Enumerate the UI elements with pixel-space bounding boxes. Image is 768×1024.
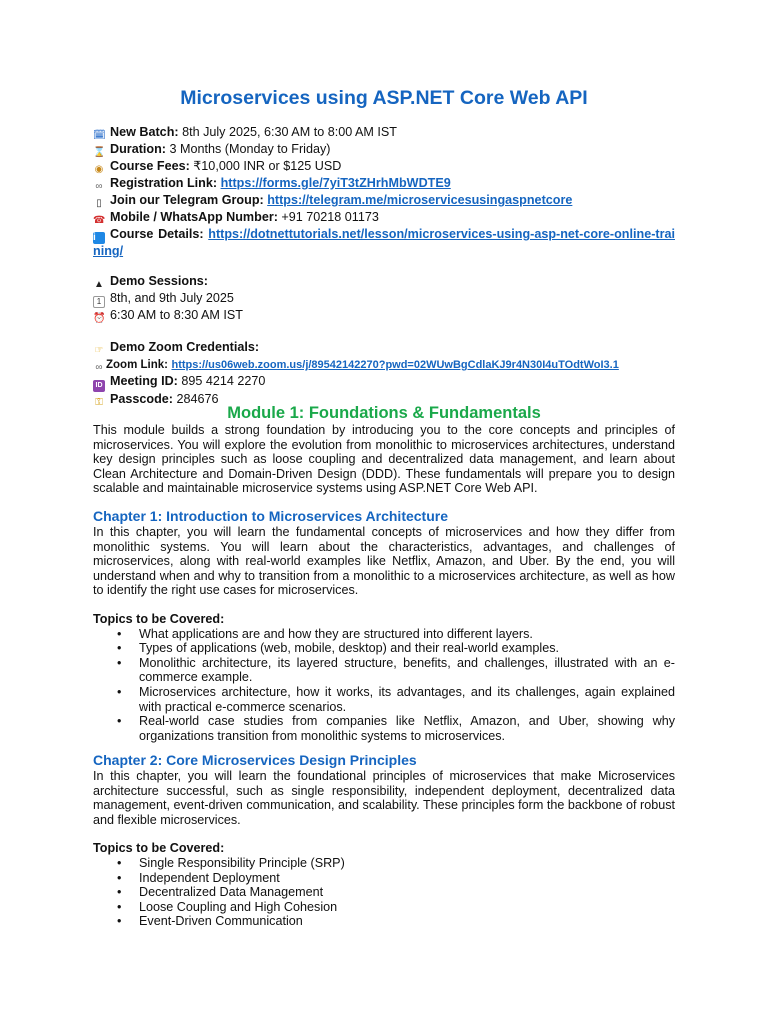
chapter2-block — [93, 752, 675, 929]
chapter1-topics-label: Topics to be Covered: — [93, 611, 225, 626]
link-icon: ∞ — [95, 361, 103, 373]
module-intro-block — [93, 423, 675, 496]
demo-time-row — [93, 308, 675, 325]
pointing-hand-icon: ☞ — [94, 344, 104, 356]
phone-icon: ▯ — [96, 198, 102, 209]
fees-value: ₹10,000 INR or $125 USD — [189, 159, 342, 173]
money-bag-icon: ◉ — [94, 164, 104, 175]
demo-dates-row — [93, 291, 675, 308]
document-title: Microservices using ASP.NET Core Web API — [180, 87, 588, 109]
duration-row — [93, 142, 675, 159]
info-icon: i — [93, 232, 105, 244]
registration-row — [93, 176, 675, 193]
chapter2-topics-list — [93, 856, 675, 929]
meeting-id-row — [93, 374, 675, 392]
demo-sessions-row — [93, 274, 675, 291]
demo-dates: 8th, and 9th July 2025 — [110, 290, 234, 305]
list-item: • Single Responsibility Principle (SRP) — [139, 856, 675, 871]
passcode-value: 284676 — [173, 391, 219, 406]
hourglass-icon: ⌛ — [93, 147, 106, 158]
course-info — [93, 125, 675, 409]
zoom-credentials-row — [93, 340, 675, 357]
telegram-link[interactable]: https://telegram.me/microservicesusingaspnetcore — [267, 193, 573, 207]
registration-label: Registration Link: — [110, 176, 218, 190]
mobile-row — [93, 210, 675, 227]
chapter1-block — [93, 508, 675, 743]
chapter1-title: Chapter 1: Introduction to Microservices Architecture — [93, 508, 448, 524]
new-batch-row — [93, 125, 675, 142]
new-batch-value: 8th July 2025, 6:30 AM to 8:00 AM IST — [178, 125, 397, 139]
key-icon: ⚿ — [95, 396, 103, 408]
registration-link[interactable]: https://forms.gle/7yiT3tZHrhMbWDTE9 — [220, 176, 451, 190]
demo-sessions-label: Demo Sessions: — [110, 273, 208, 288]
zoom-credentials-label: Demo Zoom Credentials: — [110, 339, 260, 354]
zoom-link[interactable]: https://us06web.zoom.us/j/89542142270?pwd=02WUwBgCdlaKJ9r4N30I4uTOdtWoI3.1 — [171, 358, 619, 371]
calendar-number-icon: 1 — [93, 296, 105, 308]
link-icon: ∞ — [95, 181, 103, 192]
chapter2-desc: In this chapter, you will learn the foundational principles of microservices that make Microservices architecture successful, such as single responsibility, independent deployment, decentralized data management, event-driven communication, and scalability. These principles form the backbone of robust and flexible microservices. — [93, 769, 675, 827]
mobile-label: Mobile / WhatsApp Number: — [110, 210, 278, 224]
list-item: • What applications are and how they are structured into different layers. — [139, 627, 675, 642]
chapter2-topics-label: Topics to be Covered: — [93, 841, 225, 856]
fees-label: Course Fees: — [110, 159, 190, 173]
zoom-link-label: Zoom Link: — [106, 358, 168, 371]
module-title: Module 1: Foundations & Fundamentals — [227, 404, 541, 422]
telegram-row — [93, 193, 675, 210]
chapter1-desc: In this chapter, you will learn the fundamental concepts of microservices and how they differ from monolithic systems. You will learn about the characteristics, advantages, and challenges of microservices, along with real-world examples like Netflix, Amazon, and Uber. By the end, you will understand when and why to transition from a monolithic to a microservices architecture, as well as how to identify the right use cases for microservices. — [93, 525, 675, 598]
duration-label: Duration: — [110, 142, 166, 156]
passcode-label: Passcode: — [110, 391, 173, 406]
list-item: • Event-Driven Communication — [139, 914, 675, 929]
course-details-label: Course Details: — [110, 227, 204, 241]
graduation-cap-icon: ▲ — [94, 278, 104, 290]
module-intro: This module builds a strong foundation by introducing you to the core concepts and principles of microservices. You will explore the evolution from monolithic to microservices architectures, understand key design principles such as loose coupling and decentralized data management, and learn about Clean Architecture and Domain-Driven Design (DDD). These fundamentals will prepare you to design scalable and maintainable microservice systems using ASP.NET Core Web API. — [93, 423, 675, 496]
list-item: • Microservices architecture, how it works, its advantages, and its challenges, again explained with practical e-commerce scenarios. — [139, 685, 675, 714]
zoom-link-row — [93, 357, 675, 374]
list-item: • Monolithic architecture, its layered structure, benefits, and challenges, illustrated with an e-commerce example. — [139, 656, 675, 685]
list-item: • Independent Deployment — [139, 871, 675, 886]
list-item: • Real-world case studies from companies like Netflix, Amazon, and Uber, showing why organizations transition from monolithic systems to microservices. — [139, 714, 675, 743]
list-item: • Decentralized Data Management — [139, 885, 675, 900]
mobile-value: +91 70218 01173 — [277, 210, 379, 224]
course-details-link[interactable]: https://dotnettutorials.net/lesson/microservices-using-asp-net-core-online-training/ — [93, 227, 675, 258]
meeting-id-label: Meeting ID: — [110, 373, 178, 388]
id-badge-icon: ID — [93, 380, 105, 392]
duration-value: 3 Months (Monday to Friday) — [165, 142, 331, 156]
new-batch-label: New Batch: — [110, 125, 179, 139]
telephone-icon: ☎ — [93, 215, 106, 226]
calendar-icon: 🗓 — [93, 130, 106, 141]
alarm-clock-icon: ⏰ — [93, 312, 106, 324]
chapter2-title: Chapter 2: Core Microservices Design Principles — [93, 752, 417, 768]
telegram-label: Join our Telegram Group: — [110, 193, 264, 207]
demo-time: 6:30 AM to 8:30 AM IST — [110, 307, 244, 322]
meeting-id-value: 895 4214 2270 — [177, 373, 266, 388]
course-details-row — [93, 227, 675, 259]
list-item: • Loose Coupling and High Cohesion — [139, 900, 675, 915]
list-item: • Types of applications (web, mobile, desktop) and their real-world examples. — [139, 641, 675, 656]
fees-row — [93, 159, 675, 176]
chapter1-topics-list — [93, 627, 675, 744]
